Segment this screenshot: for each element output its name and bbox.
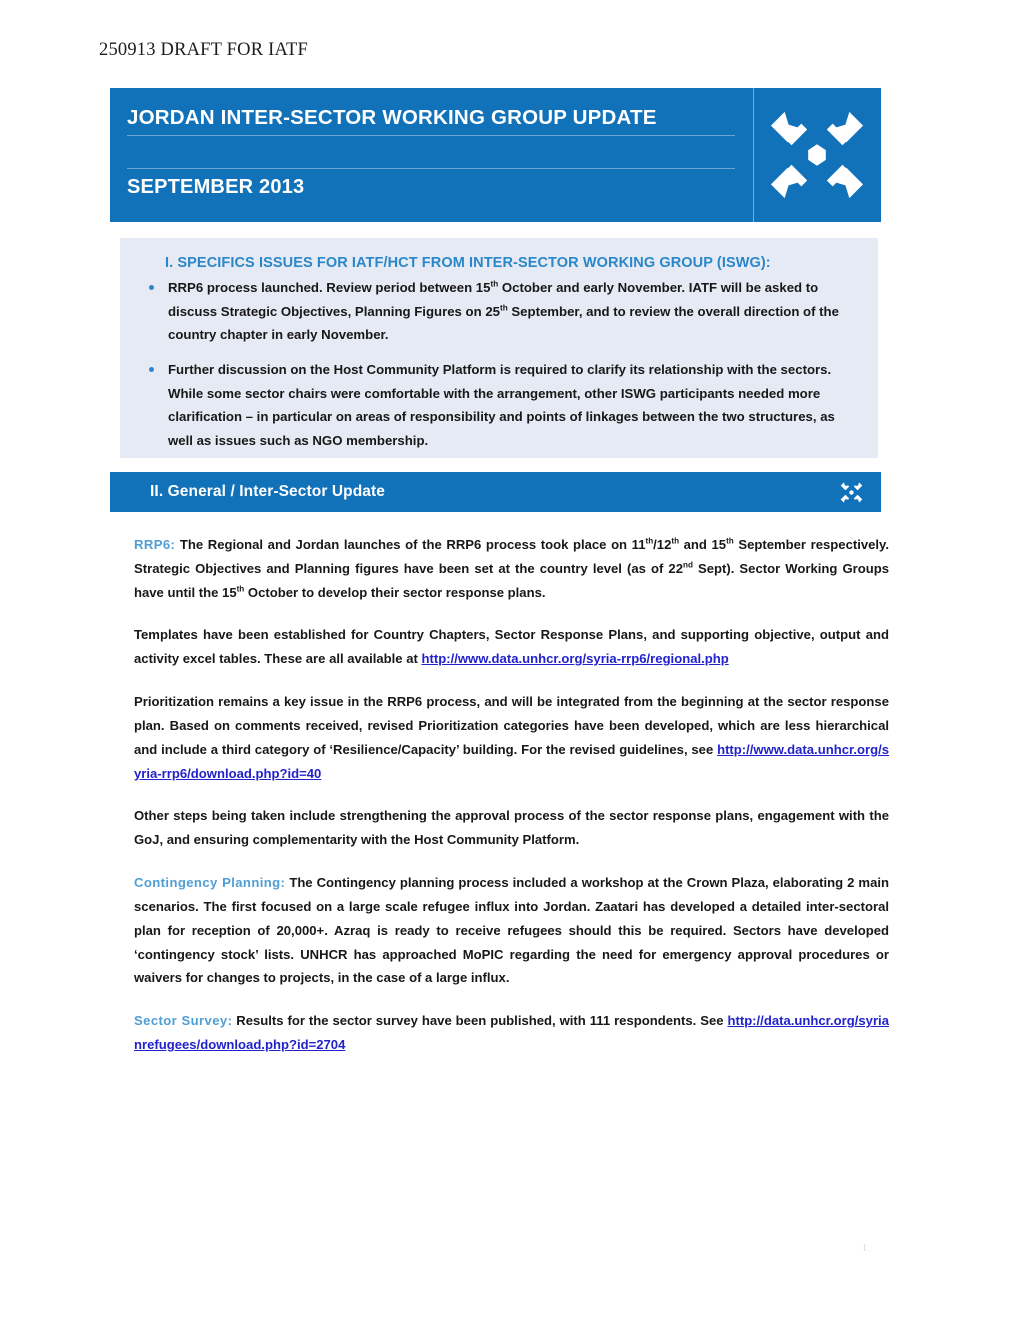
- page-subtitle: SEPTEMBER 2013: [127, 176, 305, 198]
- paragraph-contingency-planning: Contingency Planning: The Contingency planning process included a workshop at the Crown Plaza, elaborating 2 main scenarios. The first focused on a large scale refugee influx into Jordan. Zaatari has developed a detailed inter-sectoral plan for reception of 20,000+. Azraq is ready to receive refugees should this be required. Sectors have developed ‘contingency stock’ lists. UNHCR has approached MoPIC regarding the need for emergency approval procedures or waivers for changes to projects, in the case of a large influx.: [134, 875, 889, 986]
- external-link[interactable]: http://www.data.unhcr.org/syria-rrp6/regional.php: [421, 651, 729, 667]
- ordinal-suffix: th: [490, 279, 499, 289]
- bullet-dot-icon: [149, 285, 154, 290]
- banner-text-area: [110, 88, 753, 222]
- paragraph-lead-in: Sector Survey:: [134, 1013, 233, 1029]
- paragraph-rrp6: RRP6: The Regional and Jordan launches of the RRP6 process took place on 11th/12th and 15th September respectively. Strategic Objectives and Planning figures have been set at the country level (as of 22nd Sept). Sector Working Groups have until the 15th October to develop their sector response plans.: [134, 536, 890, 600]
- page-title: JORDAN INTER-SECTOR WORKING GROUP UPDATE: [127, 106, 657, 129]
- paragraph-sector-survey: Sector Survey: Results for the sector survey have been published, with 111 respondents. See http://data.unhcr.org/syrianrefugees/download.php?id=2704: [134, 1013, 889, 1053]
- section-ii-body: [134, 533, 889, 1057]
- paragraph-prioritization: Prioritization remains a key issue in the RRP6 process, and will be integrated from the beginning at the sector response plan. Based on comments received, revised Prioritization categories have been developed, which are less hierarchical and include a third category of ‘Resilience/Capacity’ building. For the revised guidelines, see http://www.data.unhcr.org/syria-rrp6/download.php?id=40: [134, 694, 889, 781]
- ordinal-suffix: th: [645, 536, 654, 546]
- ordinal-suffix: th: [726, 536, 734, 546]
- paragraph-other-steps: Other steps being taken include strengthening the approval process of the sector response plans, engagement with the GoJ, and ensuring complementarity with the Host Community Platform.: [134, 808, 889, 848]
- bullet-dot-icon: [149, 367, 154, 372]
- external-link[interactable]: http://data.unhcr.org/syrianrefugees/download.php?id=2704: [134, 1013, 889, 1053]
- document-banner: [110, 88, 881, 222]
- converging-arrows-icon: [840, 481, 863, 504]
- external-link[interactable]: http://www.data.unhcr.org/syria-rrp6/download.php?id=40: [134, 741, 889, 781]
- paragraph-lead-in: Contingency Planning:: [134, 875, 286, 891]
- ordinal-suffix: th: [236, 584, 245, 594]
- list-item-text: RRP6 process launched. Review period between 15th October and early November. IATF will be asked to discuss Strategic Objectives, Planning Figures on 25th September, and to review the overall direction of the country chapter in early November.: [168, 279, 839, 342]
- list-item-text: Further discussion on the Host Community Platform is required to clarify its relationship with the sectors. While some sector chairs were comfortable with the arrangement, other ISWG participants needed more clarification – in particular on areas of responsibility and points of linkages between the two structures, as well as issues such as NGO membership.: [168, 362, 835, 448]
- ordinal-suffix: th: [500, 303, 508, 313]
- paragraph-templates: Templates have been established for Country Chapters, Sector Response Plans, and supporting objective, output and activity excel tables. These are all available at http://www.data.unhcr.org/syria-rrp6/regional.php: [134, 627, 889, 667]
- ordinal-suffix: nd: [683, 560, 693, 570]
- paragraph-lead-in: RRP6:: [134, 537, 176, 552]
- ordinal-suffix: th: [671, 536, 680, 546]
- banner-divider-bottom: [127, 168, 735, 169]
- list-item: [168, 358, 858, 452]
- section-ii-header-bar: [110, 472, 881, 512]
- section-ii-title: II. General / Inter-Sector Update: [150, 483, 385, 500]
- running-header: 250913 DRAFT FOR IATF: [99, 40, 308, 60]
- section-i-issues-box: [120, 238, 878, 458]
- banner-vertical-divider: [753, 88, 754, 222]
- section-i-heading: I. SPECIFICS ISSUES FOR IATF/HCT FROM INTER-SECTOR WORKING GROUP (ISWG):: [165, 255, 771, 271]
- converging-arrows-icon: [768, 106, 866, 204]
- banner-divider-top: [127, 135, 735, 136]
- list-item: [168, 276, 858, 347]
- page-number: 1: [862, 1243, 867, 1254]
